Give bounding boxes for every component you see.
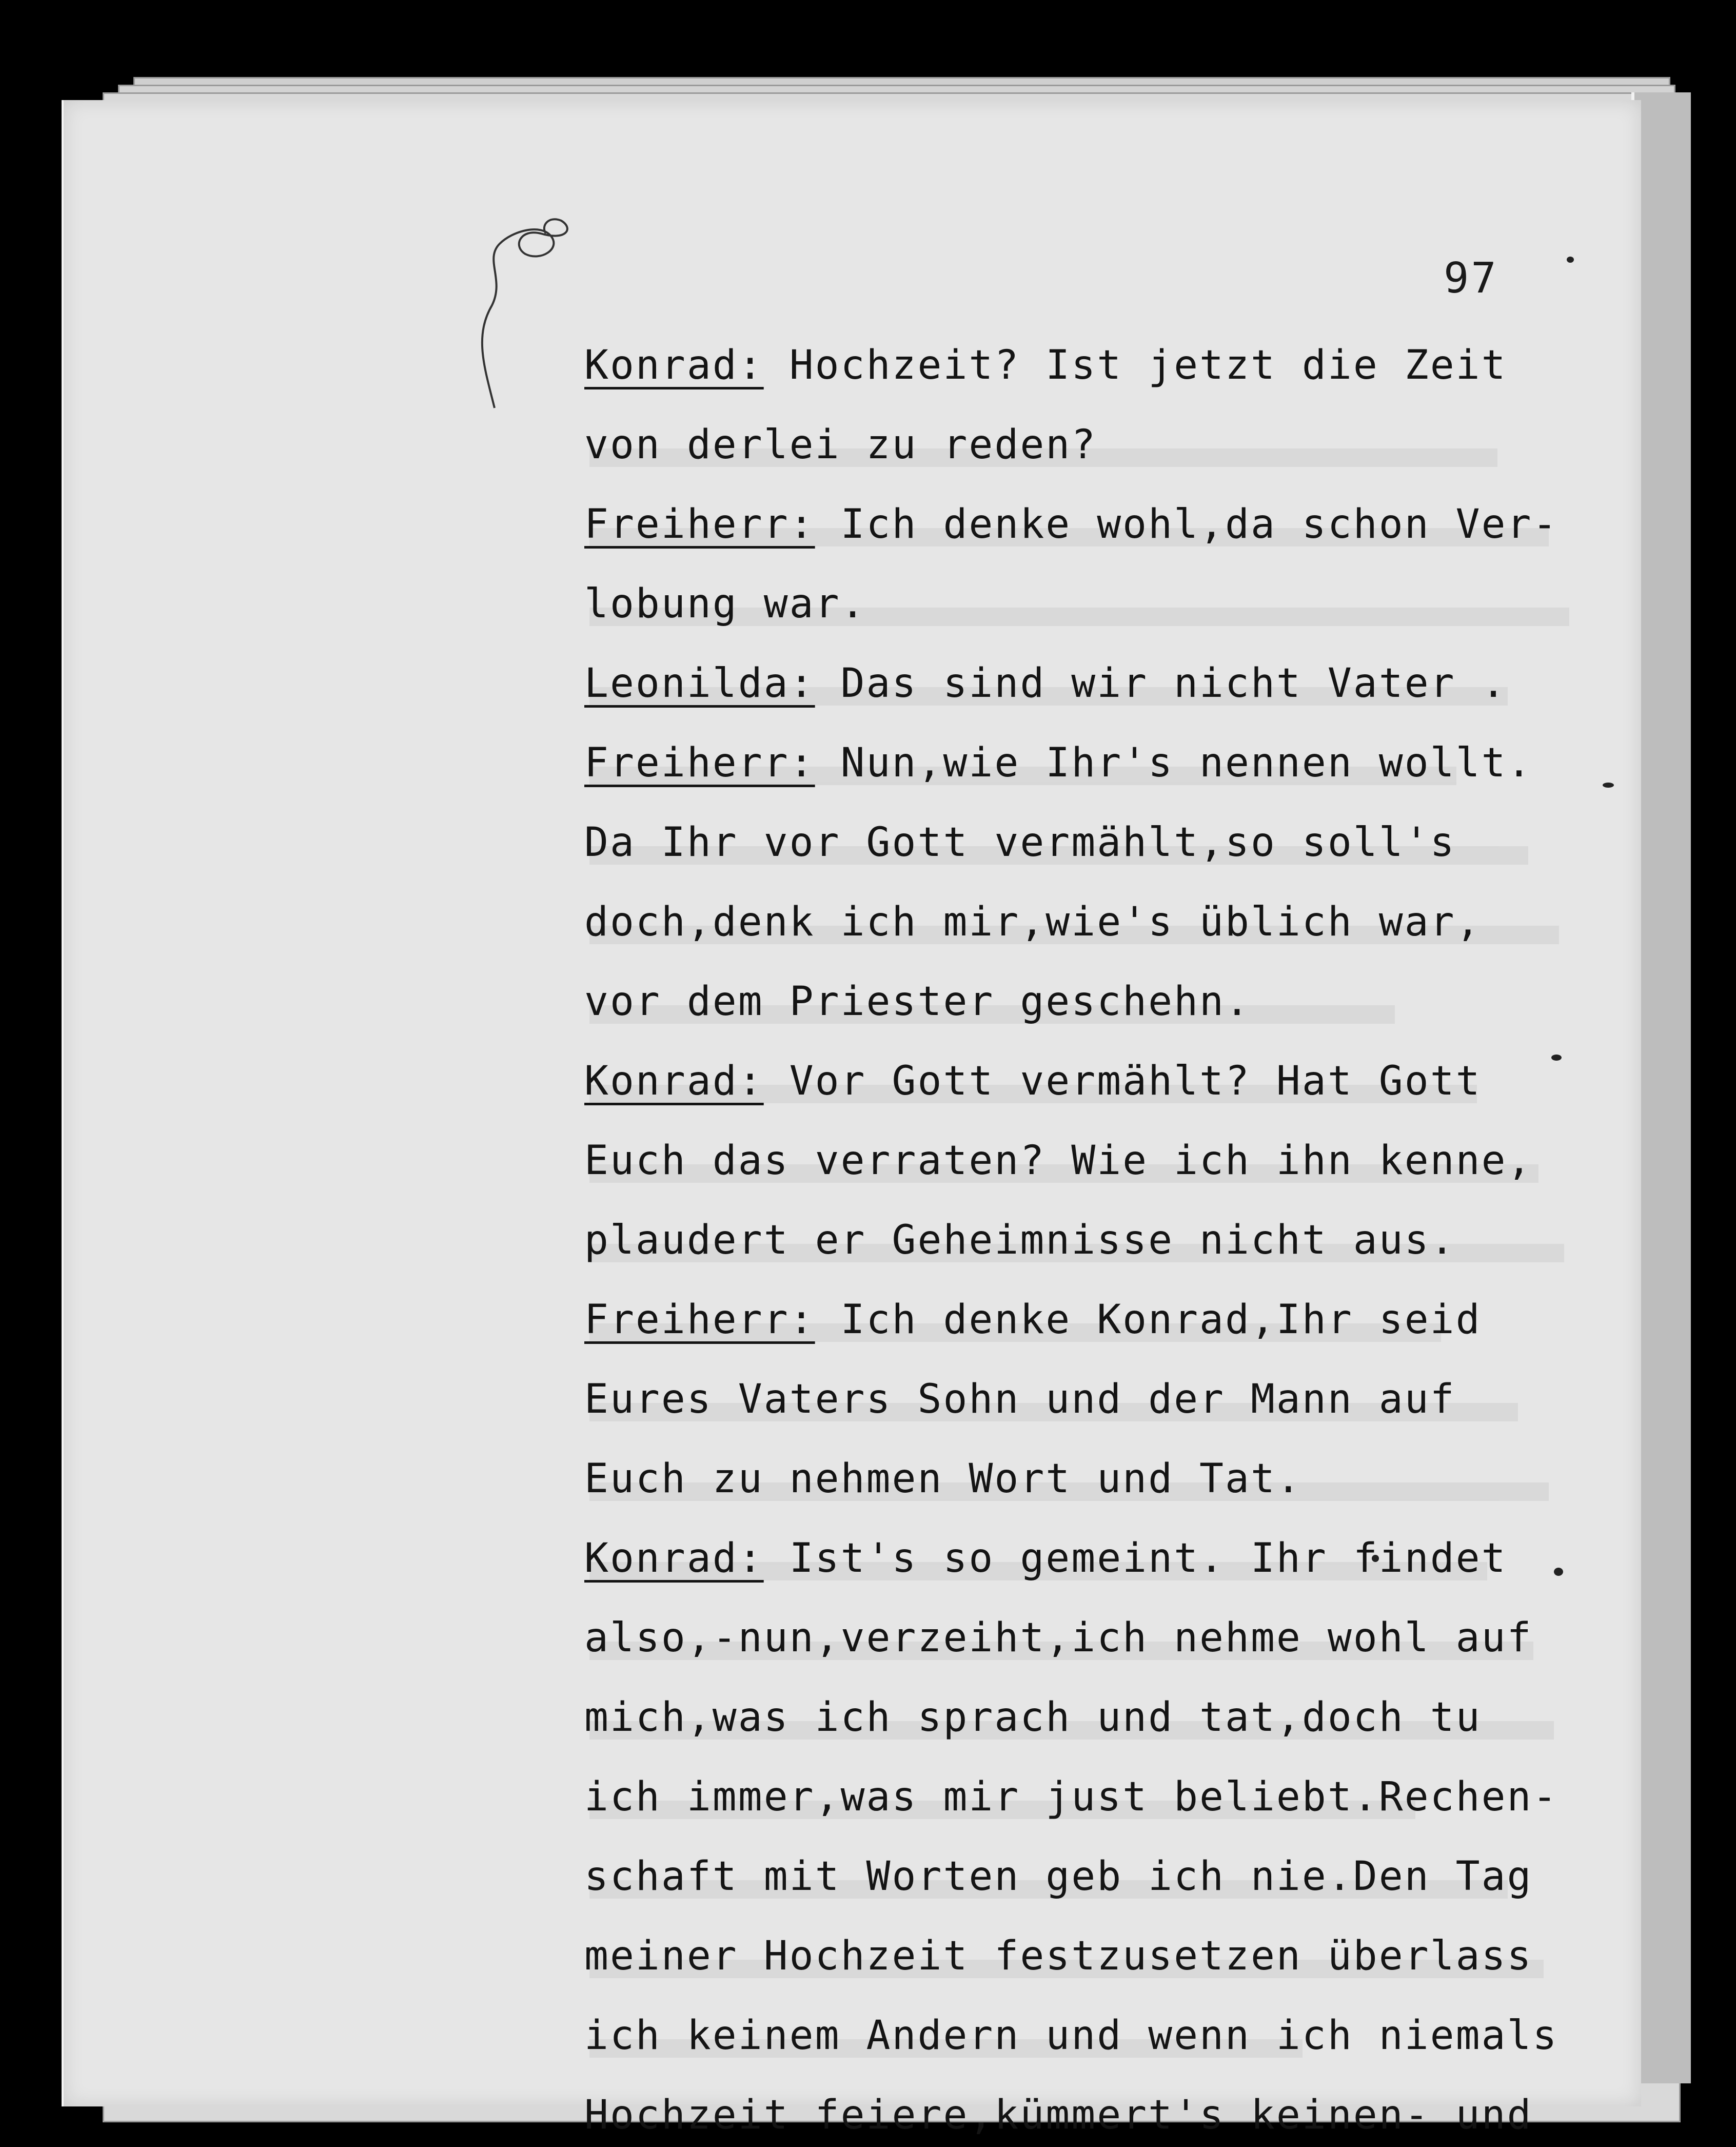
pen-scribble-mark	[464, 213, 582, 418]
line-text: von derlei zu reden?	[584, 422, 1097, 468]
text-line	[584, 326, 1626, 405]
text-line	[584, 1280, 1626, 1360]
text-line	[584, 1678, 1626, 1758]
ink-speck	[1567, 257, 1574, 263]
speaker-name: Konrad:	[584, 1058, 764, 1104]
text-line	[584, 644, 1626, 724]
speaker-name: Konrad:	[584, 1535, 764, 1582]
line-text: also,-nun,verzeiht,ich nehme wohl auf	[584, 1615, 1533, 1661]
text-line	[584, 485, 1626, 564]
text-line	[584, 1121, 1626, 1201]
text-line	[584, 724, 1626, 803]
text-line	[584, 1360, 1626, 1439]
line-text: Ich denke Konrad,Ihr seid	[815, 1297, 1482, 1343]
text-line	[584, 1996, 1626, 2076]
line-text: Ich denke wohl,da schon Ver-	[815, 501, 1559, 548]
speaker-name: Freiherr:	[584, 1297, 815, 1343]
text-line	[584, 1598, 1626, 1678]
line-text: doch,denk ich mir,wie's üblich war,	[584, 899, 1482, 945]
typescript-page	[62, 100, 1641, 2138]
text-line	[584, 1042, 1626, 1121]
line-text: Hochzeit? Ist jetzt die Zeit	[763, 342, 1507, 388]
text-line	[584, 883, 1626, 962]
line-text: Nun,wie Ihr's nennen wollt.	[815, 740, 1533, 786]
line-text: ich immer,was mir just beliebt.Rechen-	[584, 1774, 1559, 1820]
line-text: Vor Gott vermählt? Hat Gott	[763, 1058, 1482, 1104]
text-line	[584, 2076, 1626, 2147]
text-line	[584, 1917, 1626, 1996]
speaker-name: Freiherr:	[584, 740, 815, 786]
text-line	[584, 1519, 1626, 1598]
speaker-name: Freiherr:	[584, 501, 815, 548]
line-text: Hochzeit feiere,kümmert's keinen- und	[584, 2092, 1533, 2138]
text-line	[584, 1837, 1626, 1917]
speaker-name: Konrad:	[584, 342, 764, 388]
line-text: Eures Vaters Sohn und der Mann auf	[584, 1376, 1456, 1422]
line-text: Euch das verraten? Wie ich ihn kenne,	[584, 1138, 1533, 1184]
text-line	[584, 564, 1626, 644]
line-text: ich keinem Andern und wenn ich niemals	[584, 2013, 1559, 2059]
speaker-name: Leonilda:	[584, 660, 815, 707]
line-text: Das sind wir nicht Vater .	[815, 660, 1507, 707]
line-text: Da Ihr vor Gott vermählt,so soll's	[584, 819, 1456, 866]
text-line	[584, 1201, 1626, 1280]
text-line	[584, 1439, 1626, 1519]
text-line	[584, 803, 1626, 883]
text-line	[584, 405, 1626, 485]
line-text: plaudert er Geheimnisse nicht aus.	[584, 1217, 1456, 1263]
line-text: schaft mit Worten geb ich nie.Den Tag	[584, 1853, 1533, 1900]
line-text: mich,was ich sprach und tat,doch tu	[584, 1694, 1482, 1741]
text-line	[584, 1758, 1626, 1837]
line-text: Ist's so gemeint. Ihr findet	[763, 1535, 1507, 1582]
line-text: Euch zu nehmen Wort und Tat.	[584, 1456, 1302, 1502]
line-text: meiner Hochzeit festzusetzen überlass	[584, 1933, 1533, 1979]
page-number: 97	[1444, 254, 1498, 303]
dialogue-text	[584, 326, 1626, 2147]
text-line	[584, 962, 1626, 1042]
line-text: lobung war.	[584, 581, 866, 627]
line-text: vor dem Priester geschehn.	[584, 979, 1251, 1025]
